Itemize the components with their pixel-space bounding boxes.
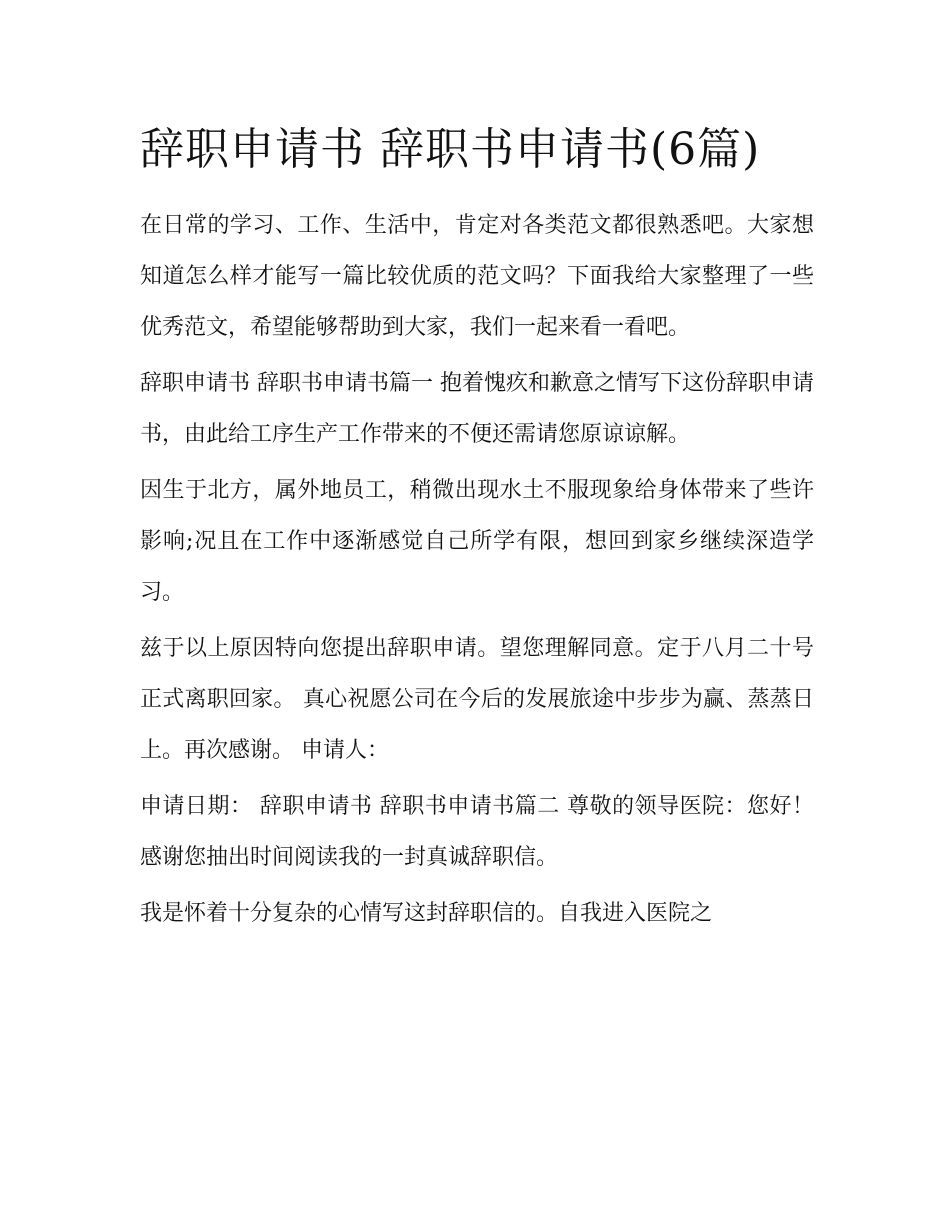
paragraph-letter-two-body: 我是怀着十分复杂的心情写这封辞职信的。自我进入医院之 bbox=[140, 901, 713, 926]
paragraph-letter-two-opening: 申请日期： 辞职申请书 辞职书申请书篇二 尊敬的领导医院：您好！感谢您抽出时间阅读我的一封真诚辞职信。 bbox=[140, 794, 814, 870]
paragraph-letter-one-closing: 兹于以上原因特向您提出辞职申请。望您理解同意。定于八月二十号正式离职回家。 真心祝愿公司在今后的发展旅途中步步为赢、蒸蒸日上。再次感谢。 申请人： bbox=[140, 636, 814, 763]
document-page bbox=[140, 112, 814, 944]
paragraph-letter-one-opening: 辞职申请书 辞职书申请书篇一 抱着愧疚和歉意之情写下这份辞职申请书，由此给工序生产工作带来的不便还需请您原谅谅解。 bbox=[140, 371, 814, 447]
paragraph-letter-one-reason: 因生于北方，属外地员工，稍微出现水土不服现象给身体带来了些许影响;况且在工作中逐渐感觉自己所学有限，想回到家乡继续深造学习。 bbox=[140, 478, 814, 605]
document-body bbox=[140, 200, 814, 939]
document-title: 辞职申请书 辞职书申请书(6篇) bbox=[140, 124, 761, 175]
paragraph-intro: 在日常的学习、工作、生活中，肯定对各类范文都很熟悉吧。大家想知道怎么样才能写一篇比较优质的范文吗？下面我给大家整理了一些优秀范文，希望能够帮助到大家，我们一起来看一看吧。 bbox=[140, 213, 814, 340]
